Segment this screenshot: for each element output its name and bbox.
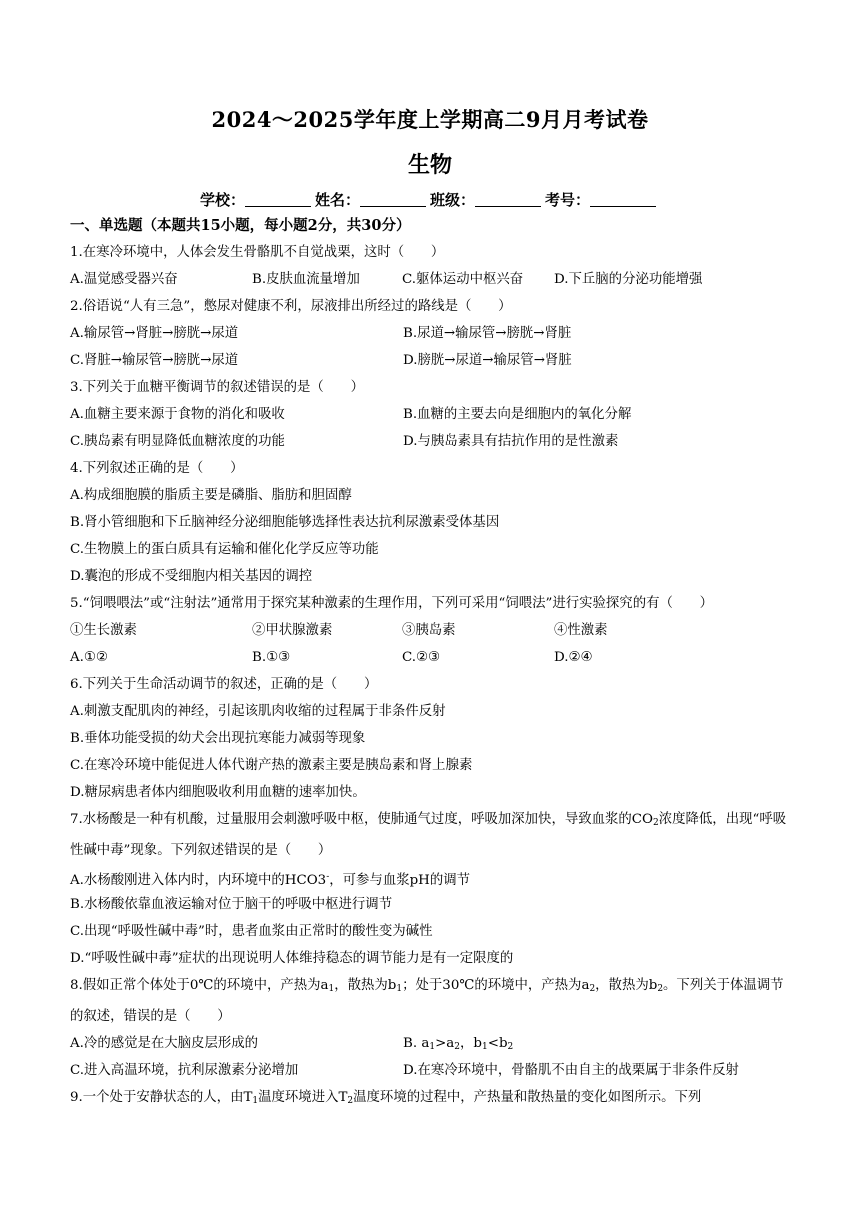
school-blank[interactable] — [245, 192, 311, 207]
section-heading: 一、单选题（本题共15小题，每小题2分，共30分） — [70, 217, 411, 234]
q5-item-1: ①生长激素 — [70, 623, 137, 638]
q7-a-text-1: A.水杨酸刚进入体内时，内环境中的HCO3 — [70, 873, 327, 888]
school-label: 学校： — [199, 191, 245, 209]
q2-option-a: A.输尿管→肾脏→膀胱→尿道 — [70, 326, 239, 341]
q1-option-d: D.下丘脑的分泌功能增强 — [554, 272, 703, 287]
q6-option-d: D.糖尿病患者体内细胞吸收利用血糖的速率加快。 — [70, 785, 366, 800]
q4-option-b: B.肾小管细胞和下丘脑神经分泌细胞能够选择性表达抗利尿激素受体基因 — [70, 515, 500, 530]
q8-sub: 1 — [328, 984, 335, 994]
q8-option-d: D.在寒冷环境中，骨骼肌不由自主的战栗属于非条件反射 — [403, 1063, 739, 1078]
q4-option-a: A.构成细胞膜的脂质主要是磷脂、脂肪和胆固醇 — [70, 488, 352, 503]
q6-option-b: B.垂体功能受损的幼犬会出现抗寒能力减弱等现象 — [70, 731, 366, 746]
exam-number-blank[interactable] — [590, 192, 656, 207]
question-4-stem: 4.下列叙述正确的是（ ） — [70, 461, 244, 476]
question-3-options-cd — [70, 428, 794, 455]
q8-option-b — [403, 1030, 513, 1057]
q1-option-c: C.躯体运动中枢兴奋 — [402, 272, 524, 287]
q3-option-d: D.与胰岛素具有拮抗作用的是性激素 — [403, 434, 619, 449]
question-8-options-cd — [70, 1057, 794, 1084]
q7-a-superscript: - — [326, 872, 330, 882]
question-5-items — [70, 617, 794, 644]
q8-b-sub: 1 — [482, 1042, 488, 1052]
q5-item-3: ③胰岛素 — [402, 623, 456, 638]
q6-option-a: A.刺激支配肌肉的神经，引起该肌肉收缩的过程属于非条件反射 — [70, 704, 446, 719]
question-7-stem — [70, 806, 794, 864]
q7-option-d: D.“呼吸性碱中毒”症状的出现说明人体维持稳态的调节能力是有一定限度的 — [70, 951, 514, 966]
q7-option-b: B.水杨酸依靠血液运输对位于脑干的呼吸中枢进行调节 — [70, 897, 393, 912]
q8-sub: 1 — [396, 984, 403, 994]
q8-b-text: <b — [487, 1036, 508, 1051]
q8-stem-text: ，散热为b — [334, 978, 397, 993]
question-5-stem: 5.“饲喂喂法”或“注射法”通常用于探究某种激素的生理作用，下列可采用“饲喂法”进行实验探究的有（ ） — [70, 596, 714, 611]
q2-option-b: B.尿道→输尿管→膀胱→肾脏 — [403, 326, 572, 341]
question-8-stem — [70, 972, 794, 1030]
name-label: 姓名： — [314, 191, 360, 209]
q3-option-a: A.血糖主要来源于食物的消化和吸收 — [70, 407, 285, 422]
name-blank[interactable] — [360, 192, 426, 207]
q8-b-text: >a — [435, 1036, 455, 1051]
q8-b-sub: 1 — [429, 1042, 436, 1052]
q8-b-text: B. a — [403, 1036, 430, 1051]
q5-option-c: C.②③ — [402, 650, 441, 665]
question-3-options-ab — [70, 401, 794, 428]
q2-option-c: C.肾脏→输尿管→膀胱→尿道 — [70, 353, 239, 368]
q5-option-b: B.①③ — [252, 650, 291, 665]
q8-stem-text: 。下列关于体温调节的叙述，错误的是（ ） — [70, 978, 784, 1024]
q5-option-a: A.①② — [70, 650, 108, 665]
q8-sub: 2 — [657, 984, 664, 994]
q3-option-b: B.血糖的主要去向是细胞内的氧化分解 — [403, 407, 632, 422]
q3-option-c: C.胰岛素有明显降低血糖浓度的功能 — [70, 434, 285, 449]
q7-subscript: 2 — [653, 818, 659, 828]
q2-option-d: D.膀胱→尿道→输尿管→肾脏 — [403, 353, 572, 368]
q7-a-text-2: ，可参与血浆pH的调节 — [329, 873, 471, 888]
q4-option-c: C.生物膜上的蛋白质具有运输和催化化学反应等功能 — [70, 542, 379, 557]
q6-option-c: C.在寒冷环境中能促进人体代谢产热的激素主要是胰岛素和肾上腺素 — [70, 758, 473, 773]
q9-stem-text: 温度环境进入T — [258, 1090, 348, 1105]
question-1-stem: 1.在寒冷环境中，人体会发生骨骼肌不自觉战栗，这时（ ） — [70, 245, 445, 260]
q8-stem-text: ，散热为b — [595, 978, 658, 993]
q9-sub: 1 — [252, 1096, 259, 1106]
question-8-options-ab — [70, 1030, 794, 1057]
q1-option-a: A.温觉感受器兴奋 — [70, 272, 178, 287]
q8-option-a: A.冷的感觉是在大脑皮层形成的 — [70, 1036, 259, 1051]
q8-sub: 2 — [589, 984, 596, 994]
q5-option-d: D.②④ — [554, 650, 593, 665]
q8-option-c: C.进入高温环境，抗利尿激素分泌增加 — [70, 1063, 299, 1078]
student-info-row — [0, 189, 860, 210]
question-2-stem: 2.俗语说“人有三急”，憋尿对健康不利，尿液排出所经过的路线是（ ） — [70, 299, 512, 314]
q8-stem-text: 8.假如正常个体处于0℃的环境中，产热为a — [70, 978, 329, 993]
q9-stem-text: 温度环境的过程中，产热量和散热量的变化如图所示。下列 — [353, 1090, 702, 1105]
q8-b-sub: 2 — [507, 1042, 514, 1052]
question-6-stem: 6.下列关于生命活动调节的叙述，正确的是（ ） — [70, 677, 378, 692]
q7-stem-text-2: 浓度降低，出现“呼吸性碱中毒”现象。下列叙述错误的是（ ） — [70, 812, 787, 858]
q9-stem-text: 9.一个处于安静状态的人，由T — [70, 1090, 253, 1105]
question-2-options-ab — [70, 320, 794, 347]
q8-b-sub: 2 — [454, 1042, 461, 1052]
question-list — [70, 212, 794, 1111]
q7-option-c: C.出现“呼吸性碱中毒”时，患者血浆由正常时的酸性变为碱性 — [70, 924, 433, 939]
question-1-options — [70, 266, 794, 293]
question-9-stem — [70, 1084, 794, 1111]
class-blank[interactable] — [475, 192, 541, 207]
q1-option-b: B.皮肤血流量增加 — [252, 272, 360, 287]
question-2-options-cd — [70, 347, 794, 374]
q5-item-2: ②甲状腺激素 — [252, 623, 333, 638]
subject-title: 生物 — [407, 152, 452, 178]
q5-item-4: ④性激素 — [554, 623, 608, 638]
q4-option-d: D.囊泡的形成不受细胞内相关基因的调控 — [70, 569, 313, 584]
q7-option-a — [70, 864, 794, 891]
q7-stem-text-1: 7.水杨酸是一种有机酸，过量服用会刺激呼吸中枢，使肺通气过度，呼吸加深加快，导致血浆的CO — [70, 812, 654, 827]
question-3-stem: 3.下列关于血糖平衡调节的叙述错误的是（ ） — [70, 380, 364, 395]
exam-title: 2024～2025学年度上学期高二9月月考试卷 — [211, 107, 649, 132]
q8-stem-text: ；处于30℃的环境中，产热为a — [402, 978, 590, 993]
q8-b-text: ，b — [460, 1036, 482, 1051]
q9-sub: 2 — [347, 1096, 354, 1106]
class-label: 班级： — [430, 191, 476, 209]
question-5-options — [70, 644, 794, 671]
exam-number-label: 考号： — [545, 191, 591, 209]
